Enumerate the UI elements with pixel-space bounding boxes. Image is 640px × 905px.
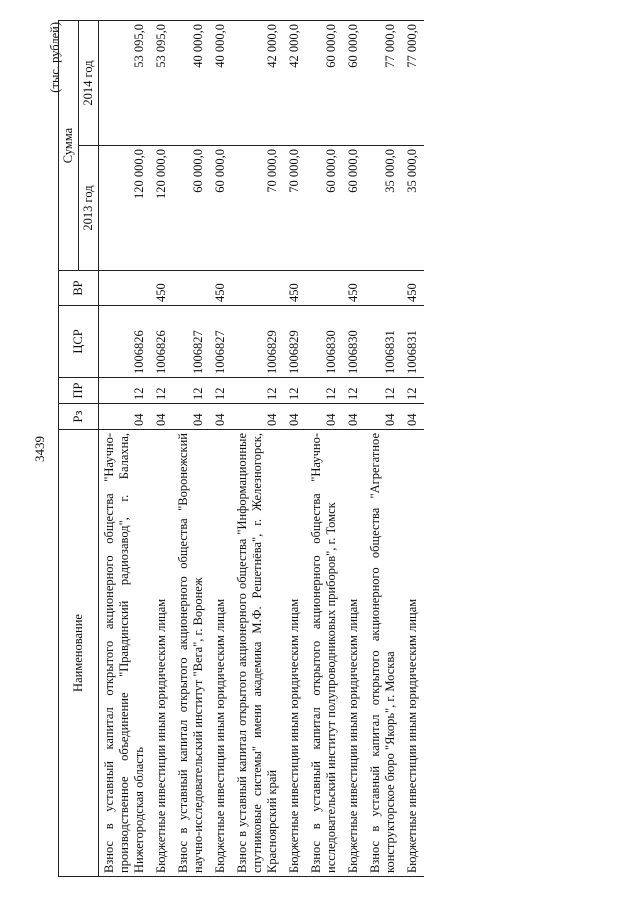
row-csr: 1006830 [306,306,343,378]
row-vr: 450 [151,271,173,306]
row-name: Бюджетные инвестиции иным юридическим лицам [402,430,424,877]
row-vr [306,271,343,306]
row-csr: 1006827 [210,306,232,378]
header-pr: ПР [59,378,99,404]
row-rz: 04 [306,404,343,430]
row-amount-2013: 70 000,0 [232,146,284,271]
row-name: Взнос в уставный капитал открытого акционерного общества "Агрегатное конструкторское бюро "Якорь", г. Москва [365,430,402,877]
header-csr: ЦСР [59,306,99,378]
row-amount-2014: 42 000,0 [284,21,306,146]
row-pr: 12 [284,378,306,404]
table-row [402,21,424,877]
row-name: Бюджетные инвестиции иным юридическим лицам [284,430,306,877]
row-amount-2014: 77 000,0 [402,21,424,146]
row-amount-2014: 40 000,0 [210,21,232,146]
row-rz: 04 [210,404,232,430]
row-amount-2013: 70 000,0 [284,146,306,271]
row-amount-2013: 120 000,0 [151,146,173,271]
row-vr: 450 [210,271,232,306]
row-rz: 04 [343,404,365,430]
row-name: Бюджетные инвестиции иным юридическим лицам [343,430,365,877]
row-rz: 04 [173,404,210,430]
row-csr: 1006826 [151,306,173,378]
row-vr: 450 [284,271,306,306]
table-header [59,21,99,877]
row-rz: 04 [151,404,173,430]
row-rz: 04 [365,404,402,430]
header-sum: Сумма [59,21,79,271]
table-row [365,21,402,877]
table-row [232,21,284,877]
header-vr: ВР [59,271,99,306]
table-body [99,21,425,877]
page-number: 3439 [32,436,47,462]
row-amount-2014: 40 000,0 [173,21,210,146]
row-pr: 12 [343,378,365,404]
row-amount-2013: 60 000,0 [306,146,343,271]
table-row [306,21,343,877]
row-name: Бюджетные инвестиции иным юридическим лицам [151,430,173,877]
row-rz: 04 [99,404,152,430]
row-name: Взнос в уставный капитал открытого акционерного общества "Научно-производственное объединение "Правдинский радиозавод", г. Балахна, Нижегородская область [99,430,152,877]
row-amount-2014: 53 095,0 [99,21,152,146]
row-pr: 12 [306,378,343,404]
row-pr: 12 [402,378,424,404]
row-amount-2013: 35 000,0 [365,146,402,271]
row-amount-2013: 60 000,0 [173,146,210,271]
row-rz: 04 [284,404,306,430]
row-csr: 1006831 [365,306,402,378]
row-amount-2013: 60 000,0 [343,146,365,271]
row-pr: 12 [232,378,284,404]
row-vr [365,271,402,306]
row-vr [99,271,152,306]
row-amount-2013: 120 000,0 [99,146,152,271]
row-rz: 04 [402,404,424,430]
header-name: Наименование [59,430,99,877]
row-amount-2014: 77 000,0 [365,21,402,146]
row-csr: 1006831 [402,306,424,378]
table-row [151,21,173,877]
row-csr: 1006829 [284,306,306,378]
row-name: Взнос в уставный капитал открытого акционерного общества "Информационные спутниковые системы" имени академика М.Ф. Решетнёва", г. Железногорск, Красноярский край [232,430,284,877]
row-csr: 1006826 [99,306,152,378]
table-row [284,21,306,877]
row-vr: 450 [402,271,424,306]
units-label: (тыс. рублей) [48,22,62,93]
row-amount-2014: 60 000,0 [343,21,365,146]
row-amount-2013: 60 000,0 [210,146,232,271]
table-row [173,21,210,877]
row-vr: 450 [343,271,365,306]
row-amount-2014: 53 095,0 [151,21,173,146]
header-year-2014: 2014 год [79,21,99,146]
table-row [99,21,152,877]
row-name: Бюджетные инвестиции иным юридическим лицам [210,430,232,877]
row-pr: 12 [210,378,232,404]
budget-table [58,20,424,877]
table-row [210,21,232,877]
row-name: Взнос в уставный капитал открытого акционерного общества "Научно-исследовательский институт полупроводниковых приборов", г. Томск [306,430,343,877]
row-amount-2014: 60 000,0 [306,21,343,146]
row-amount-2014: 42 000,0 [232,21,284,146]
row-rz: 04 [232,404,284,430]
row-vr [173,271,210,306]
header-year-2013: 2013 год [79,146,99,271]
row-vr [232,271,284,306]
row-pr: 12 [365,378,402,404]
row-csr: 1006827 [173,306,210,378]
row-name: Взнос в уставный капитал открытого акционерного общества "Воронежский научно-исследовательский институт "Вега", г. Воронеж [173,430,210,877]
row-csr: 1006829 [232,306,284,378]
row-pr: 12 [99,378,152,404]
row-pr: 12 [151,378,173,404]
table-row [343,21,365,877]
row-amount-2013: 35 000,0 [402,146,424,271]
row-csr: 1006830 [343,306,365,378]
header-rz: Рз [59,404,99,430]
row-pr: 12 [173,378,210,404]
